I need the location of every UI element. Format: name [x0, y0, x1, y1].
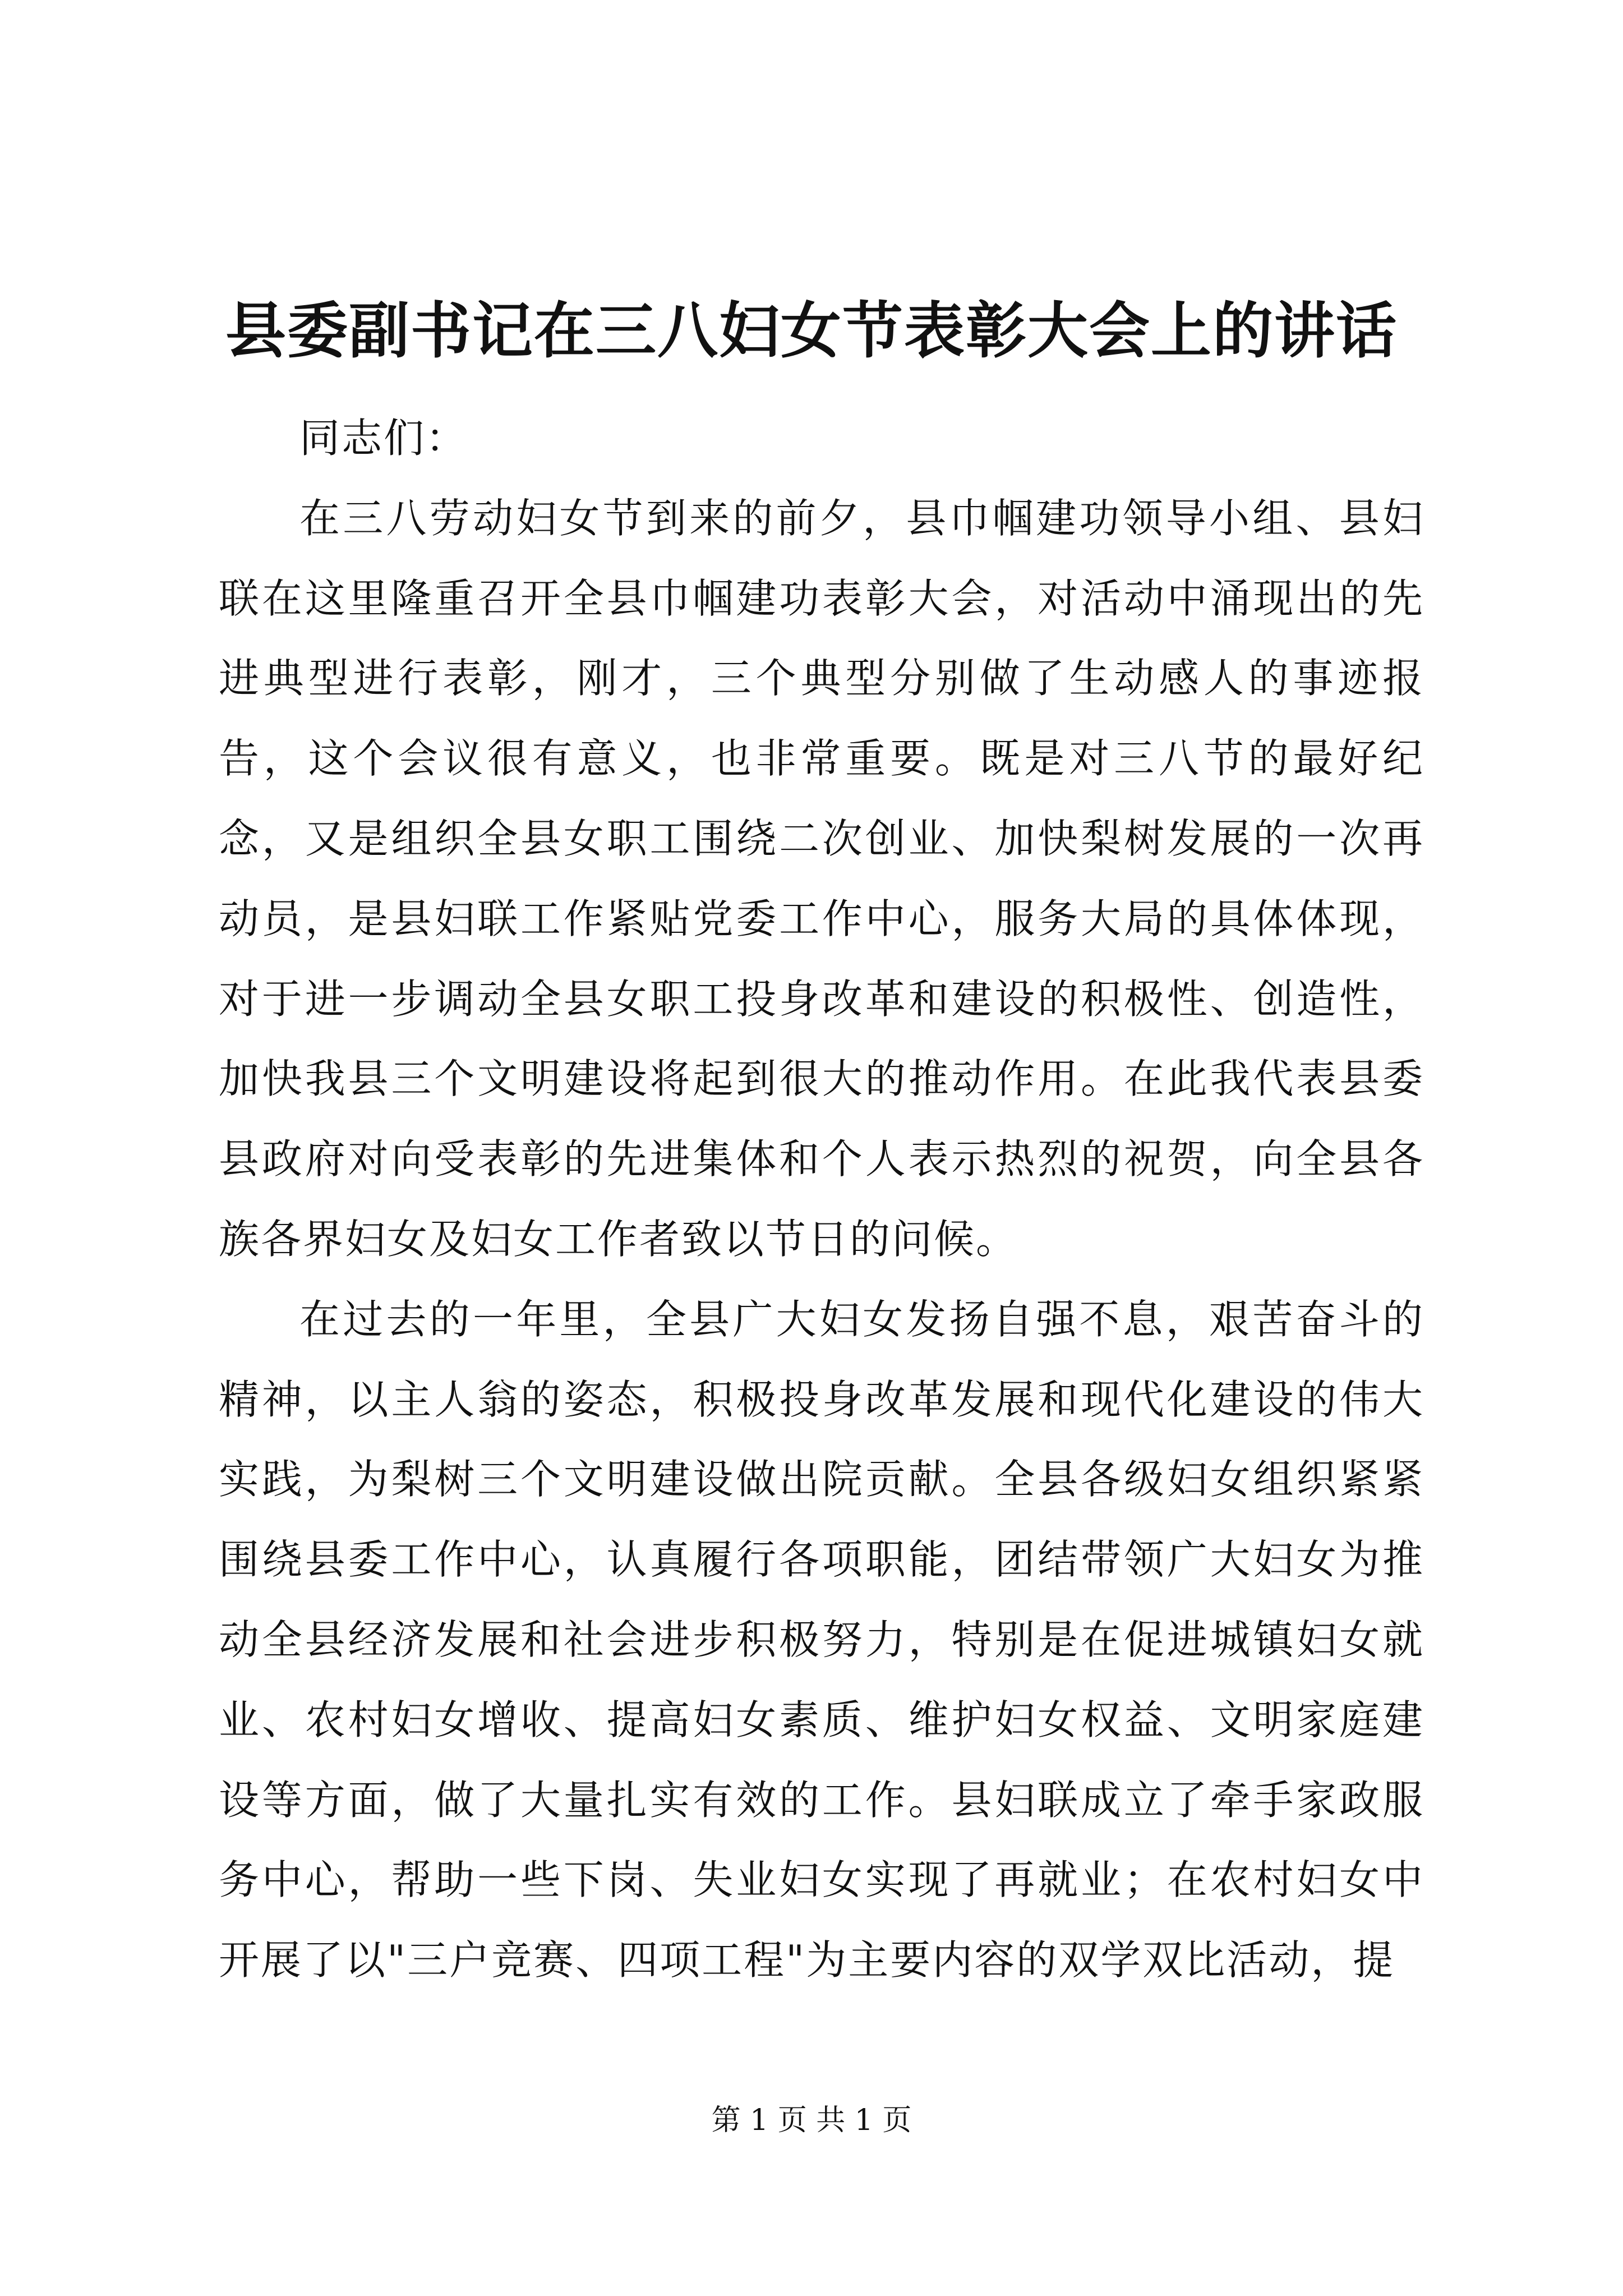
paragraph-2: 在过去的一年里，全县广大妇女发扬自强不息，艰苦奋斗的精神，以主人翁的姿态，积极投身改革发展和现代化建设的伟大实践，为梨树三个文明建设做出院贡献。全县各级妇女组织紧紧围绕县委工作中心，认真履行各项职能，团结带领广大妇女为推动全县经济发展和社会进步积极努力，特别是在促进城镇妇女就业、农村妇女增收、提高妇女素质、维护妇女权益、文明家庭建设等方面，做了大量扎实有效的工作。县妇联成立了牵手家政服务中心，帮助一些下岗、失业妇女实现了再就业；在农村妇女中开展了以"三户竞赛、四项工程"为主要内容的双学双比活动，提	[219, 1295, 1424, 1984]
salutation: 同志们：	[299, 415, 468, 462]
page-footer: 第 1 页 共 1 页	[711, 2104, 912, 2137]
document-title: 县委副书记在三八妇女节表彰大会上的讲话	[225, 296, 1398, 366]
document-body	[219, 398, 1424, 2000]
paragraph-1: 在三八劳动妇女节到来的前夕，县巾帼建功领导小组、县妇联在这里隆重召开全县巾帼建功表彰大会，对活动中涌现出的先进典型进行表彰，刚才，三个典型分别做了生动感人的事迹报告，这个会议很有意义，也非常重要。既是对三八节的最好纪念，又是组织全县女职工围绕二次创业、加快梨树发展的一次再动员，是县妇联工作紧贴党委工作中心，服务大局的具体体现，对于进一步调动全县女职工投身改革和建设的积极性、创造性，加快我县三个文明建设将起到很大的推动作用。在此我代表县委县政府对向受表彰的先进集体和个人表示热烈的祝贺，向全县各族各界妇女及妇女工作者致以节日的问候。	[219, 494, 1424, 1263]
